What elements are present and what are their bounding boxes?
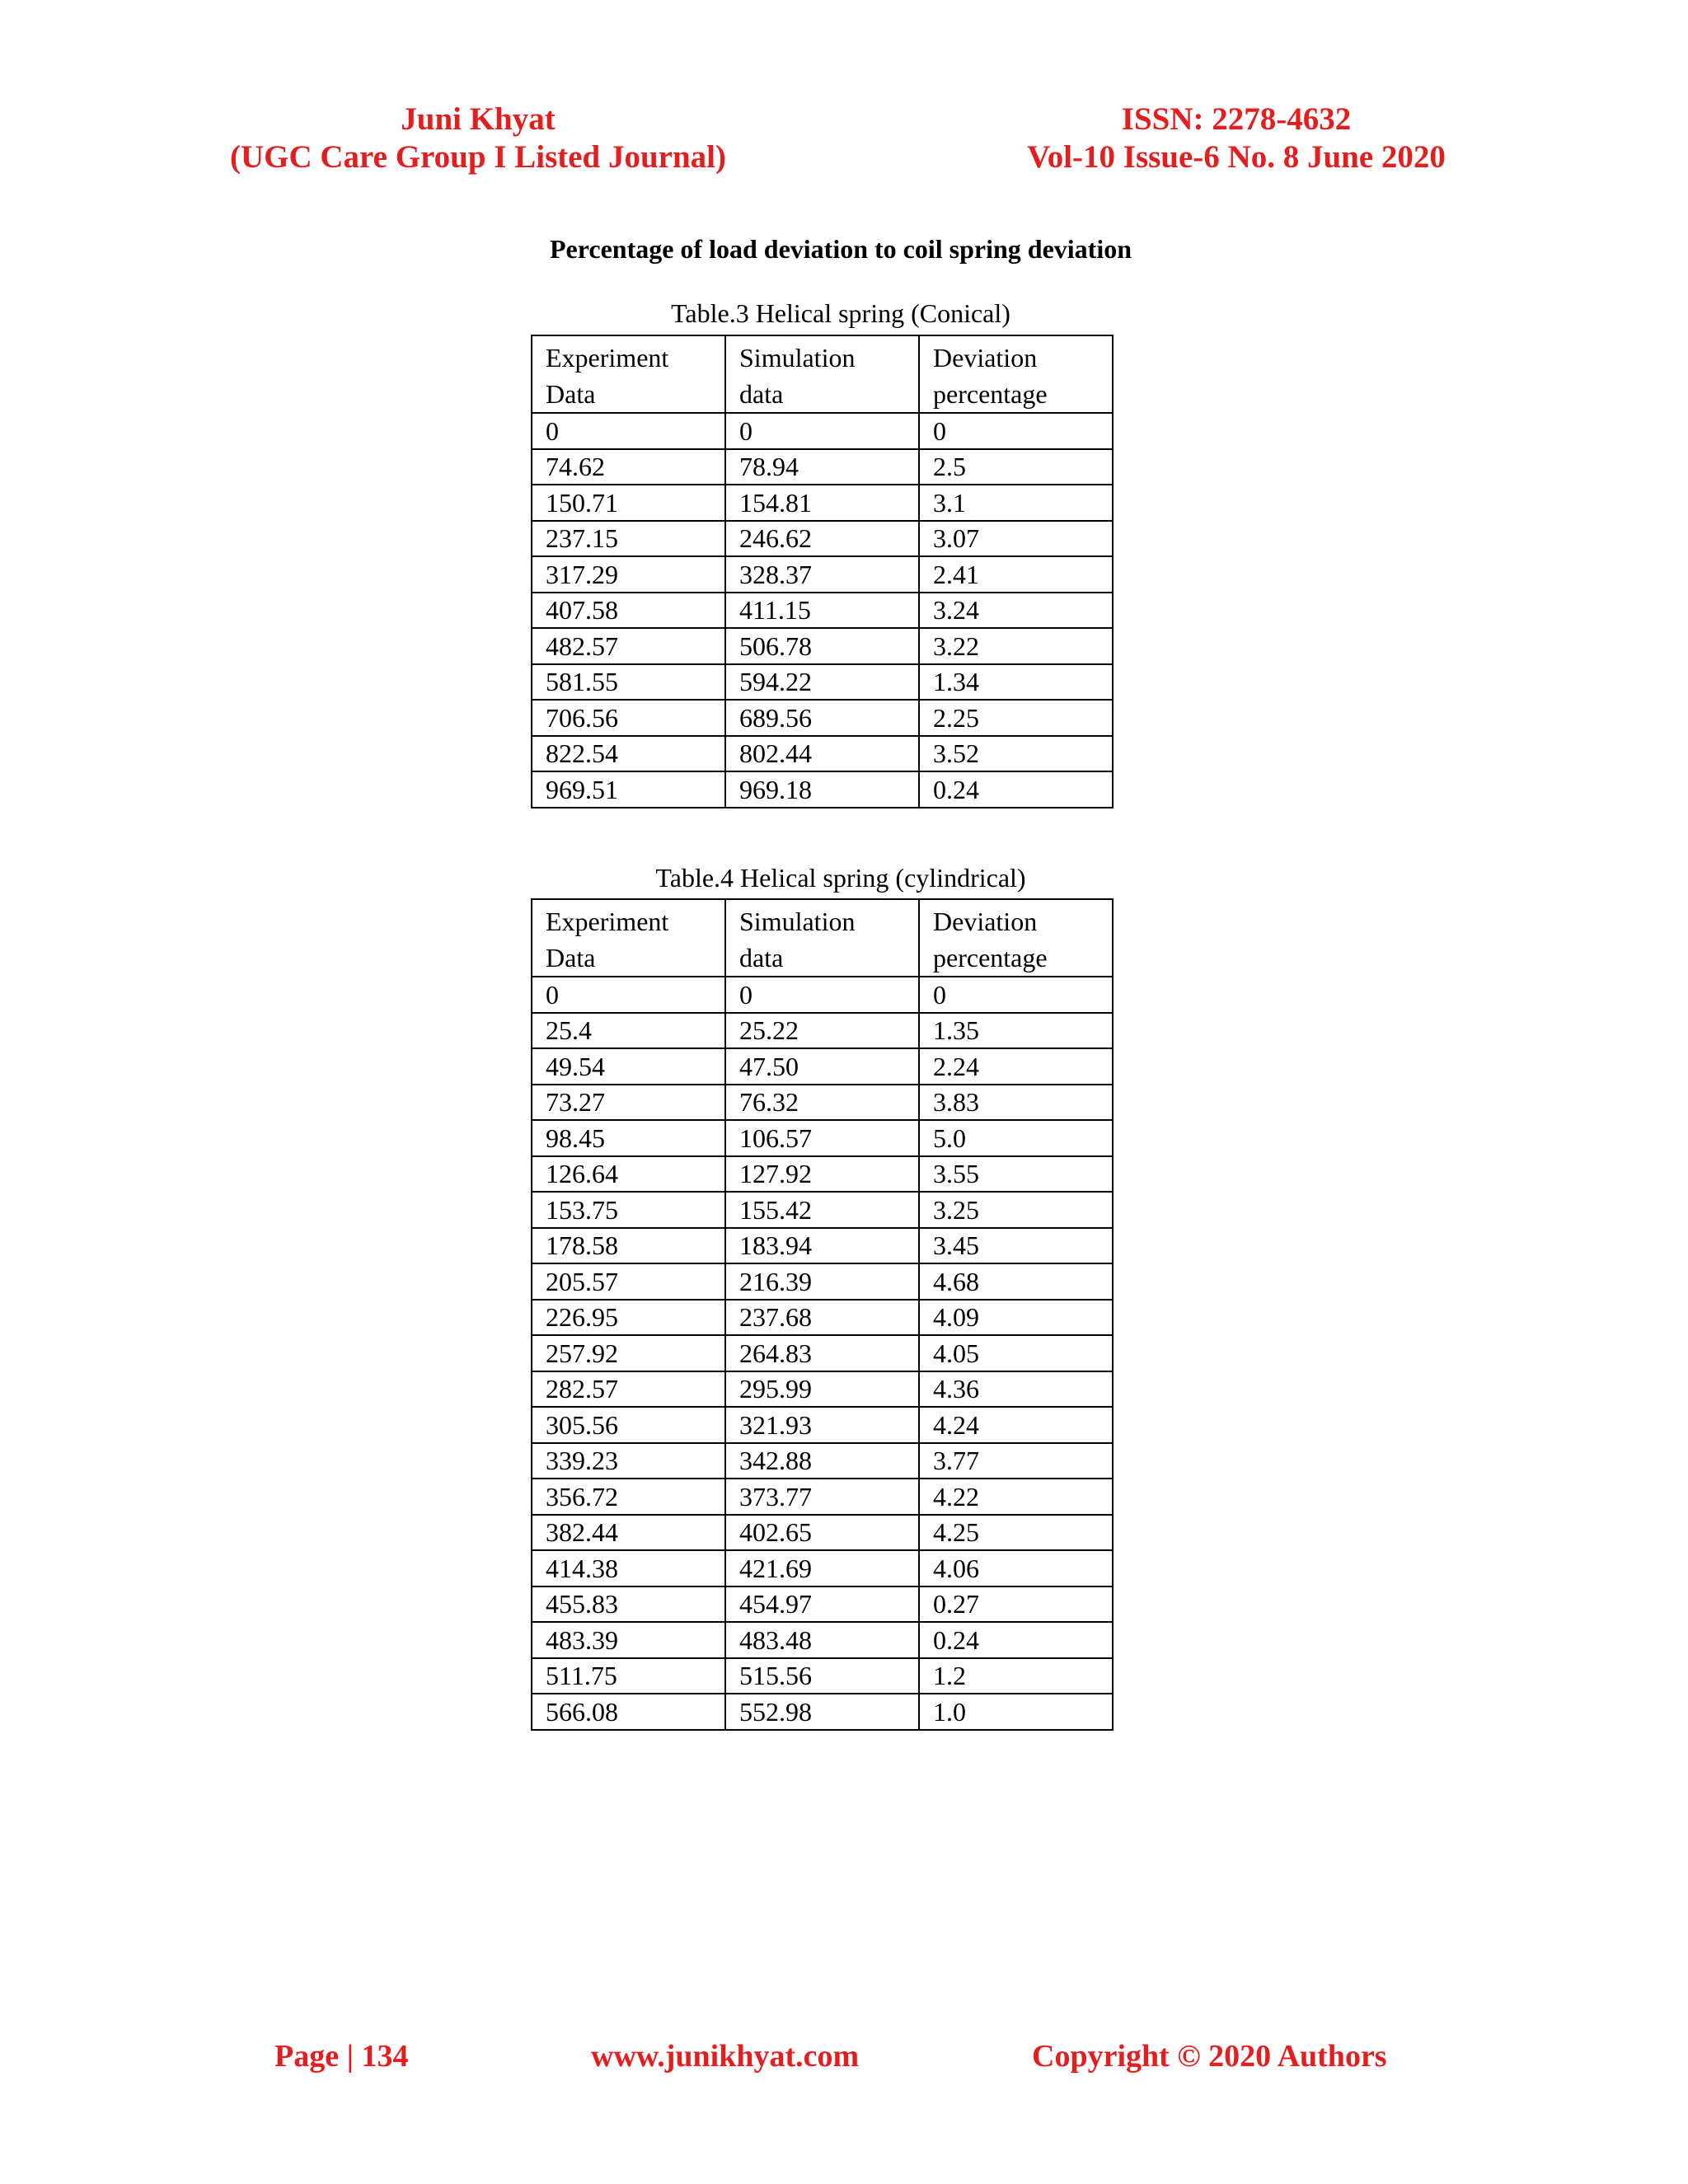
table-row [532,1156,1113,1193]
table-row [532,664,1113,701]
table-cell: 295.99 [725,1371,919,1408]
table-row [532,1515,1113,1551]
column-header [919,335,1113,413]
journal-header-left [190,101,767,176]
table-cell: 76.32 [725,1085,919,1121]
table-cell: 1.35 [919,1013,1113,1049]
table-cell: 0 [532,977,725,1013]
table-cell: 4.06 [919,1550,1113,1586]
table-cell: 205.57 [532,1263,725,1300]
table-cell: 483.39 [532,1622,725,1658]
table-cell: 969.18 [725,771,919,808]
column-header-line: Experiment [546,343,669,373]
table-cell: 1.2 [919,1658,1113,1694]
table-row [532,771,1113,808]
footer-copyright: Copyright © 2020 Authors [1032,2039,1387,2074]
table-cell: 226.95 [532,1300,725,1336]
footer-url: www.junikhyat.com [591,2039,860,2074]
table-cell: 339.23 [532,1443,725,1479]
footer-page-number: Page | 134 [274,2039,409,2074]
table-cell: 594.22 [725,664,919,701]
journal-subtitle: (UGC Care Group I Listed Journal) [229,139,726,175]
table-cell: 802.44 [725,736,919,772]
table-cell: 482.57 [532,628,725,664]
table-cell: 822.54 [532,736,725,772]
table-cell: 1.0 [919,1694,1113,1730]
table-cell: 2.24 [919,1048,1113,1085]
table-cell: 1.34 [919,664,1113,701]
table-cell: 382.44 [532,1515,725,1551]
column-header [532,335,725,413]
table-cell: 566.08 [532,1694,725,1730]
table-row [532,1085,1113,1121]
table-row [532,1694,1113,1730]
table-cell: 4.09 [919,1300,1113,1336]
table-row [532,628,1113,664]
table-cell: 0 [725,413,919,449]
table-row [532,1048,1113,1085]
table-cell: 0 [919,977,1113,1013]
journal-issn: ISSN: 2278-4632 [1121,101,1352,137]
table-cell: 3.24 [919,593,1113,629]
column-header-line: Deviation [933,343,1038,373]
table-cell: 407.58 [532,593,725,629]
table-cell: 73.27 [532,1085,725,1121]
table-cell: 106.57 [725,1120,919,1156]
table-row [532,1192,1113,1228]
table-cell: 321.93 [725,1407,919,1443]
table-row [532,1300,1113,1336]
table-cell: 178.58 [532,1228,725,1264]
table-cell: 3.1 [919,485,1113,521]
table-cell: 3.25 [919,1192,1113,1228]
table-row [532,736,1113,772]
table-cell: 969.51 [532,771,725,808]
table-cell: 305.56 [532,1407,725,1443]
table-cell: 454.97 [725,1586,919,1623]
column-header [532,899,725,977]
table-cell: 257.92 [532,1335,725,1371]
table-cell: 706.56 [532,700,725,736]
table-row [532,485,1113,521]
table-cell: 689.56 [725,700,919,736]
table-cell: 150.71 [532,485,725,521]
table-cell: 2.25 [919,700,1113,736]
table-row [532,1550,1113,1586]
table-cell: 2.5 [919,449,1113,485]
table-cell: 237.15 [532,521,725,557]
table-row [532,977,1113,1013]
column-header-line: Simulation [739,343,856,373]
table-row [532,1013,1113,1049]
table-row [532,413,1113,449]
table-cell: 411.15 [725,593,919,629]
table-cell: 153.75 [532,1192,725,1228]
table-row [532,1335,1113,1371]
table-cell: 3.22 [919,628,1113,664]
table3-conical [531,335,1114,808]
table-cell: 3.07 [919,521,1113,557]
table-cell: 3.83 [919,1085,1113,1121]
table-cell: 515.56 [725,1658,919,1694]
column-header [725,899,919,977]
table-cell: 4.68 [919,1263,1113,1300]
table-row [532,1443,1113,1479]
column-header [725,335,919,413]
column-header-line: Simulation [739,907,856,936]
table-cell: 0.24 [919,1622,1113,1658]
table-cell: 49.54 [532,1048,725,1085]
section-title: Percentage of load deviation to coil spring deviation [549,234,1132,264]
table-cell: 421.69 [725,1550,919,1586]
table-cell: 373.77 [725,1479,919,1515]
table-row [532,593,1113,629]
table-cell: 3.52 [919,736,1113,772]
table-cell: 3.55 [919,1156,1113,1193]
table-cell: 4.05 [919,1335,1113,1371]
table-cell: 4.24 [919,1407,1113,1443]
table-row [532,556,1113,593]
table-row [532,449,1113,485]
table4-caption: Table.4 Helical spring (cylindrical) [655,863,1026,893]
table-cell: 4.25 [919,1515,1113,1551]
table-cell: 25.4 [532,1013,725,1049]
column-header-line: Deviation [933,907,1038,936]
table-cell: 3.45 [919,1228,1113,1264]
column-header-line: data [739,379,784,409]
table-row [532,1120,1113,1156]
table-cell: 264.83 [725,1335,919,1371]
journal-header-right [981,101,1492,176]
table-cell: 78.94 [725,449,919,485]
column-header [919,899,1113,977]
table-cell: 356.72 [532,1479,725,1515]
table-cell: 237.68 [725,1300,919,1336]
table-cell: 2.41 [919,556,1113,593]
table-row [532,1371,1113,1408]
table-cell: 511.75 [532,1658,725,1694]
table-cell: 552.98 [725,1694,919,1730]
journal-name: Juni Khyat [401,101,556,137]
table-cell: 25.22 [725,1013,919,1049]
table-cell: 0 [725,977,919,1013]
table4-header-row [532,899,1113,977]
table-row [532,521,1113,557]
table-cell: 328.37 [725,556,919,593]
table4-cylindrical [531,898,1114,1731]
table-cell: 4.22 [919,1479,1113,1515]
table-cell: 0.27 [919,1586,1113,1623]
table-cell: 455.83 [532,1586,725,1623]
table-cell: 414.38 [532,1550,725,1586]
table-cell: 98.45 [532,1120,725,1156]
table3-body [532,335,1113,808]
column-header-line: percentage [933,379,1048,409]
table-cell: 0.24 [919,771,1113,808]
table-cell: 581.55 [532,664,725,701]
table-cell: 47.50 [725,1048,919,1085]
table-cell: 127.92 [725,1156,919,1193]
table-cell: 155.42 [725,1192,919,1228]
table-cell: 183.94 [725,1228,919,1264]
table-cell: 246.62 [725,521,919,557]
table-cell: 3.77 [919,1443,1113,1479]
table-cell: 317.29 [532,556,725,593]
table-row [532,700,1113,736]
table3-caption: Table.3 Helical spring (Conical) [671,298,1010,328]
table-cell: 0 [532,413,725,449]
column-header-line: Experiment [546,907,669,936]
table-cell: 342.88 [725,1443,919,1479]
column-header-line: Data [546,943,596,972]
table4-body [532,899,1113,1730]
table-row [532,1622,1113,1658]
table-cell: 154.81 [725,485,919,521]
column-header-line: Data [546,379,596,409]
table-cell: 4.36 [919,1371,1113,1408]
table-cell: 483.48 [725,1622,919,1658]
table-cell: 402.65 [725,1515,919,1551]
table-cell: 74.62 [532,449,725,485]
table-row [532,1407,1113,1443]
column-header-line: percentage [933,943,1048,972]
table-cell: 216.39 [725,1263,919,1300]
table-row [532,1658,1113,1694]
table-row [532,1586,1113,1623]
table-cell: 0 [919,413,1113,449]
column-header-line: data [739,943,784,972]
table-cell: 5.0 [919,1120,1113,1156]
table-row [532,1479,1113,1515]
table3-header-row [532,335,1113,413]
table-row [532,1263,1113,1300]
journal-volume: Vol-10 Issue-6 No. 8 June 2020 [1027,139,1446,175]
table-cell: 282.57 [532,1371,725,1408]
table-cell: 506.78 [725,628,919,664]
table-row [532,1228,1113,1264]
table-cell: 126.64 [532,1156,725,1193]
